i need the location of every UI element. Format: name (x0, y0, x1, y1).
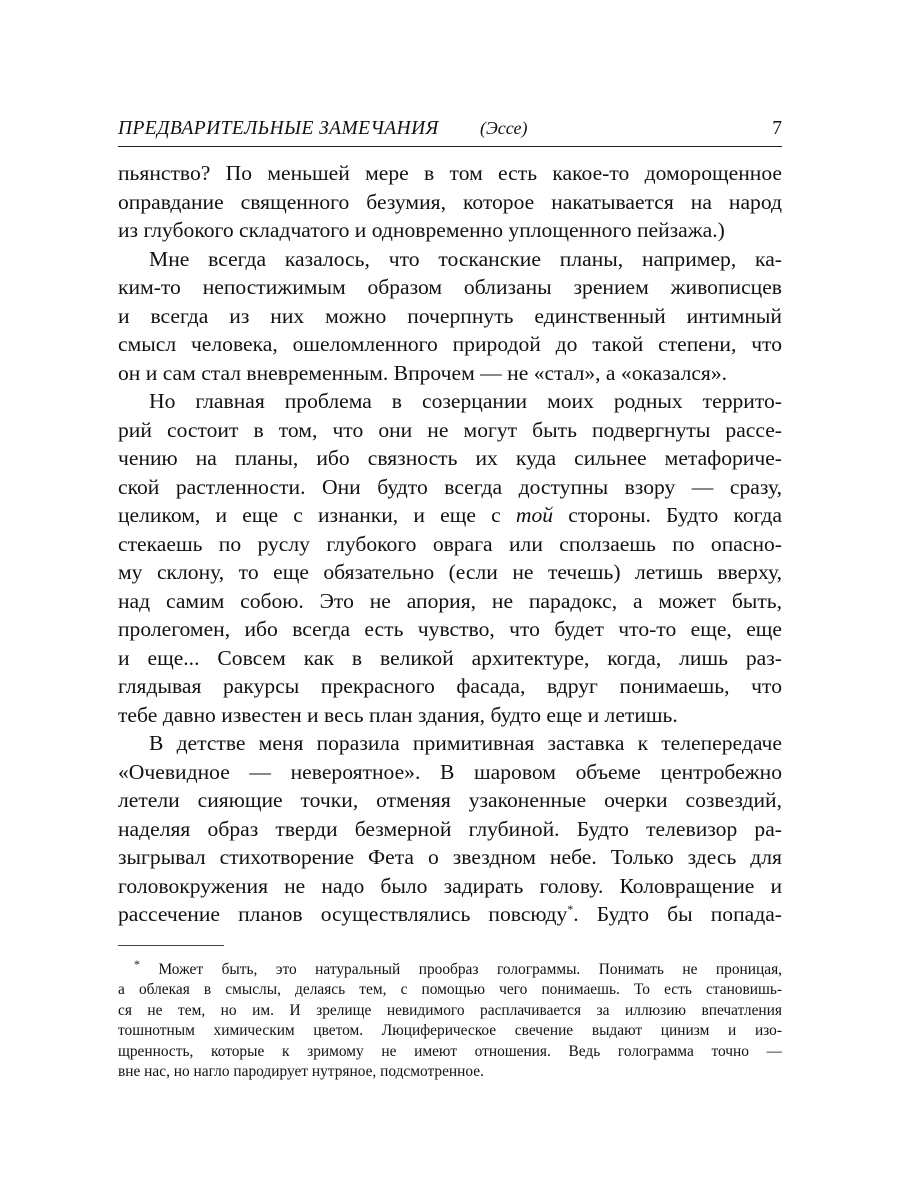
body-line: он и сам стал вневременным. Впрочем — не «стал», а «оказался». (118, 360, 728, 385)
body-line: из глубокого складчатого и одновременно уплощенного пейзажа.) (118, 218, 725, 242)
footnote-line: тошнотным химическим цветом. Люциферическое свечение выдают цинизм и изо- (118, 1022, 782, 1039)
body-line: тебе давно известен и весь план здания, будто еще и летишь. (118, 702, 678, 727)
text-run: . Будто бы попада- (573, 902, 782, 926)
body-line (118, 501, 782, 530)
text-run: стороны. Будто когда (553, 503, 783, 527)
body-line: зыгрывал стихотворение Фета о звездном небе. Только здесь для (118, 845, 782, 869)
book-page (118, 116, 782, 1083)
body-line: смысл человека, ошеломленного природой до такой степени, что (118, 332, 782, 356)
body-line: наделяя образ тверди безмерной глубиной. Будто телевизор ра- (118, 816, 782, 841)
body-line: летели сияющие точки, отменяя узаконенные очерки созвездий, (118, 788, 782, 812)
body-text (118, 159, 782, 929)
body-line: ской растленности. Они будто всегда доступны взору — сразу, (118, 474, 782, 499)
footnote-line: ся не тем, но им. И зрелище невидимого расплачивается за иллюзию впечатления (118, 1001, 782, 1019)
footnote (118, 956, 782, 1083)
body-line (118, 900, 782, 929)
header-subtitle: (Эссе) (480, 118, 528, 138)
running-header (118, 116, 782, 147)
body-line: головокружения не надо было задирать голову. Коловращение и (118, 873, 782, 898)
body-line: пролегомен, ибо всегда есть чувство, что будет что-то еще, еще (118, 617, 782, 641)
body-line: глядывая ракурсы прекрасного фасада, вдруг понимаешь, что (118, 674, 782, 698)
body-line: над самим собою. Это не апория, не парадокс, а может быть, (118, 588, 782, 613)
emphasized-word: той (515, 503, 554, 527)
body-line: пьянство? По меньшей мере в том есть какое-то доморощенное (118, 161, 782, 185)
footnote-marker: * (134, 956, 140, 971)
body-line: и еще... Совсем как в великой архитектуре, когда, лишь раз- (118, 645, 782, 670)
header-title: ПРЕДВАРИТЕЛЬНЫЕ ЗАМЕЧАНИЯ (118, 118, 439, 139)
body-line: Но главная проблема в созерцании моих родных террито- (149, 389, 782, 413)
footnote-reference: * (567, 901, 574, 916)
footnote-line (118, 956, 782, 981)
text-run: целиком, и еще с изнанки, и еще с (118, 503, 516, 527)
body-line: рий состоит в том, что они не могут быть подвергнуты рассе- (118, 417, 782, 442)
footnote-line: вне нас, но нагло пародирует нутряное, подсмотренное. (118, 1063, 484, 1080)
body-line: му склону, то еще обязательно (если не течешь) летишь вверху, (118, 560, 782, 584)
body-line: чению на планы, ибо связность их куда сильнее метафориче- (118, 446, 782, 470)
body-line: и всегда из них можно почерпнуть единственный интимный (118, 303, 782, 328)
body-line: Мне всегда казалось, что тосканские планы, например, ка- (149, 246, 782, 271)
footnote-line: щренность, которые к зримому не имеют отношения. Ведь голограмма точно — (118, 1042, 782, 1060)
body-line: оправдание священного безумия, которое накатывается на народ (118, 189, 782, 214)
body-line: ким-то непостижимым образом облизаны зрением живописцев (118, 275, 782, 299)
body-line: В детстве меня поразила примитивная заставка к телепередаче (149, 731, 782, 755)
body-line: стекаешь по руслу глубокого оврага или сползаешь по опасно- (118, 531, 782, 556)
footnote-divider (118, 945, 224, 946)
body-line: «Очевидное — невероятное». В шаровом объеме центробежно (118, 759, 782, 784)
text-run: рассечение планов осуществлялись повсюду (118, 902, 568, 926)
text-run: Может быть, это натуральный прообраз голограммы. Понимать не проницая, (140, 960, 782, 978)
footnote-line: а облекая в смыслы, делаясь тем, с помощью чего понимаешь. То есть становишь- (118, 981, 782, 998)
page-number: 7 (772, 118, 782, 139)
